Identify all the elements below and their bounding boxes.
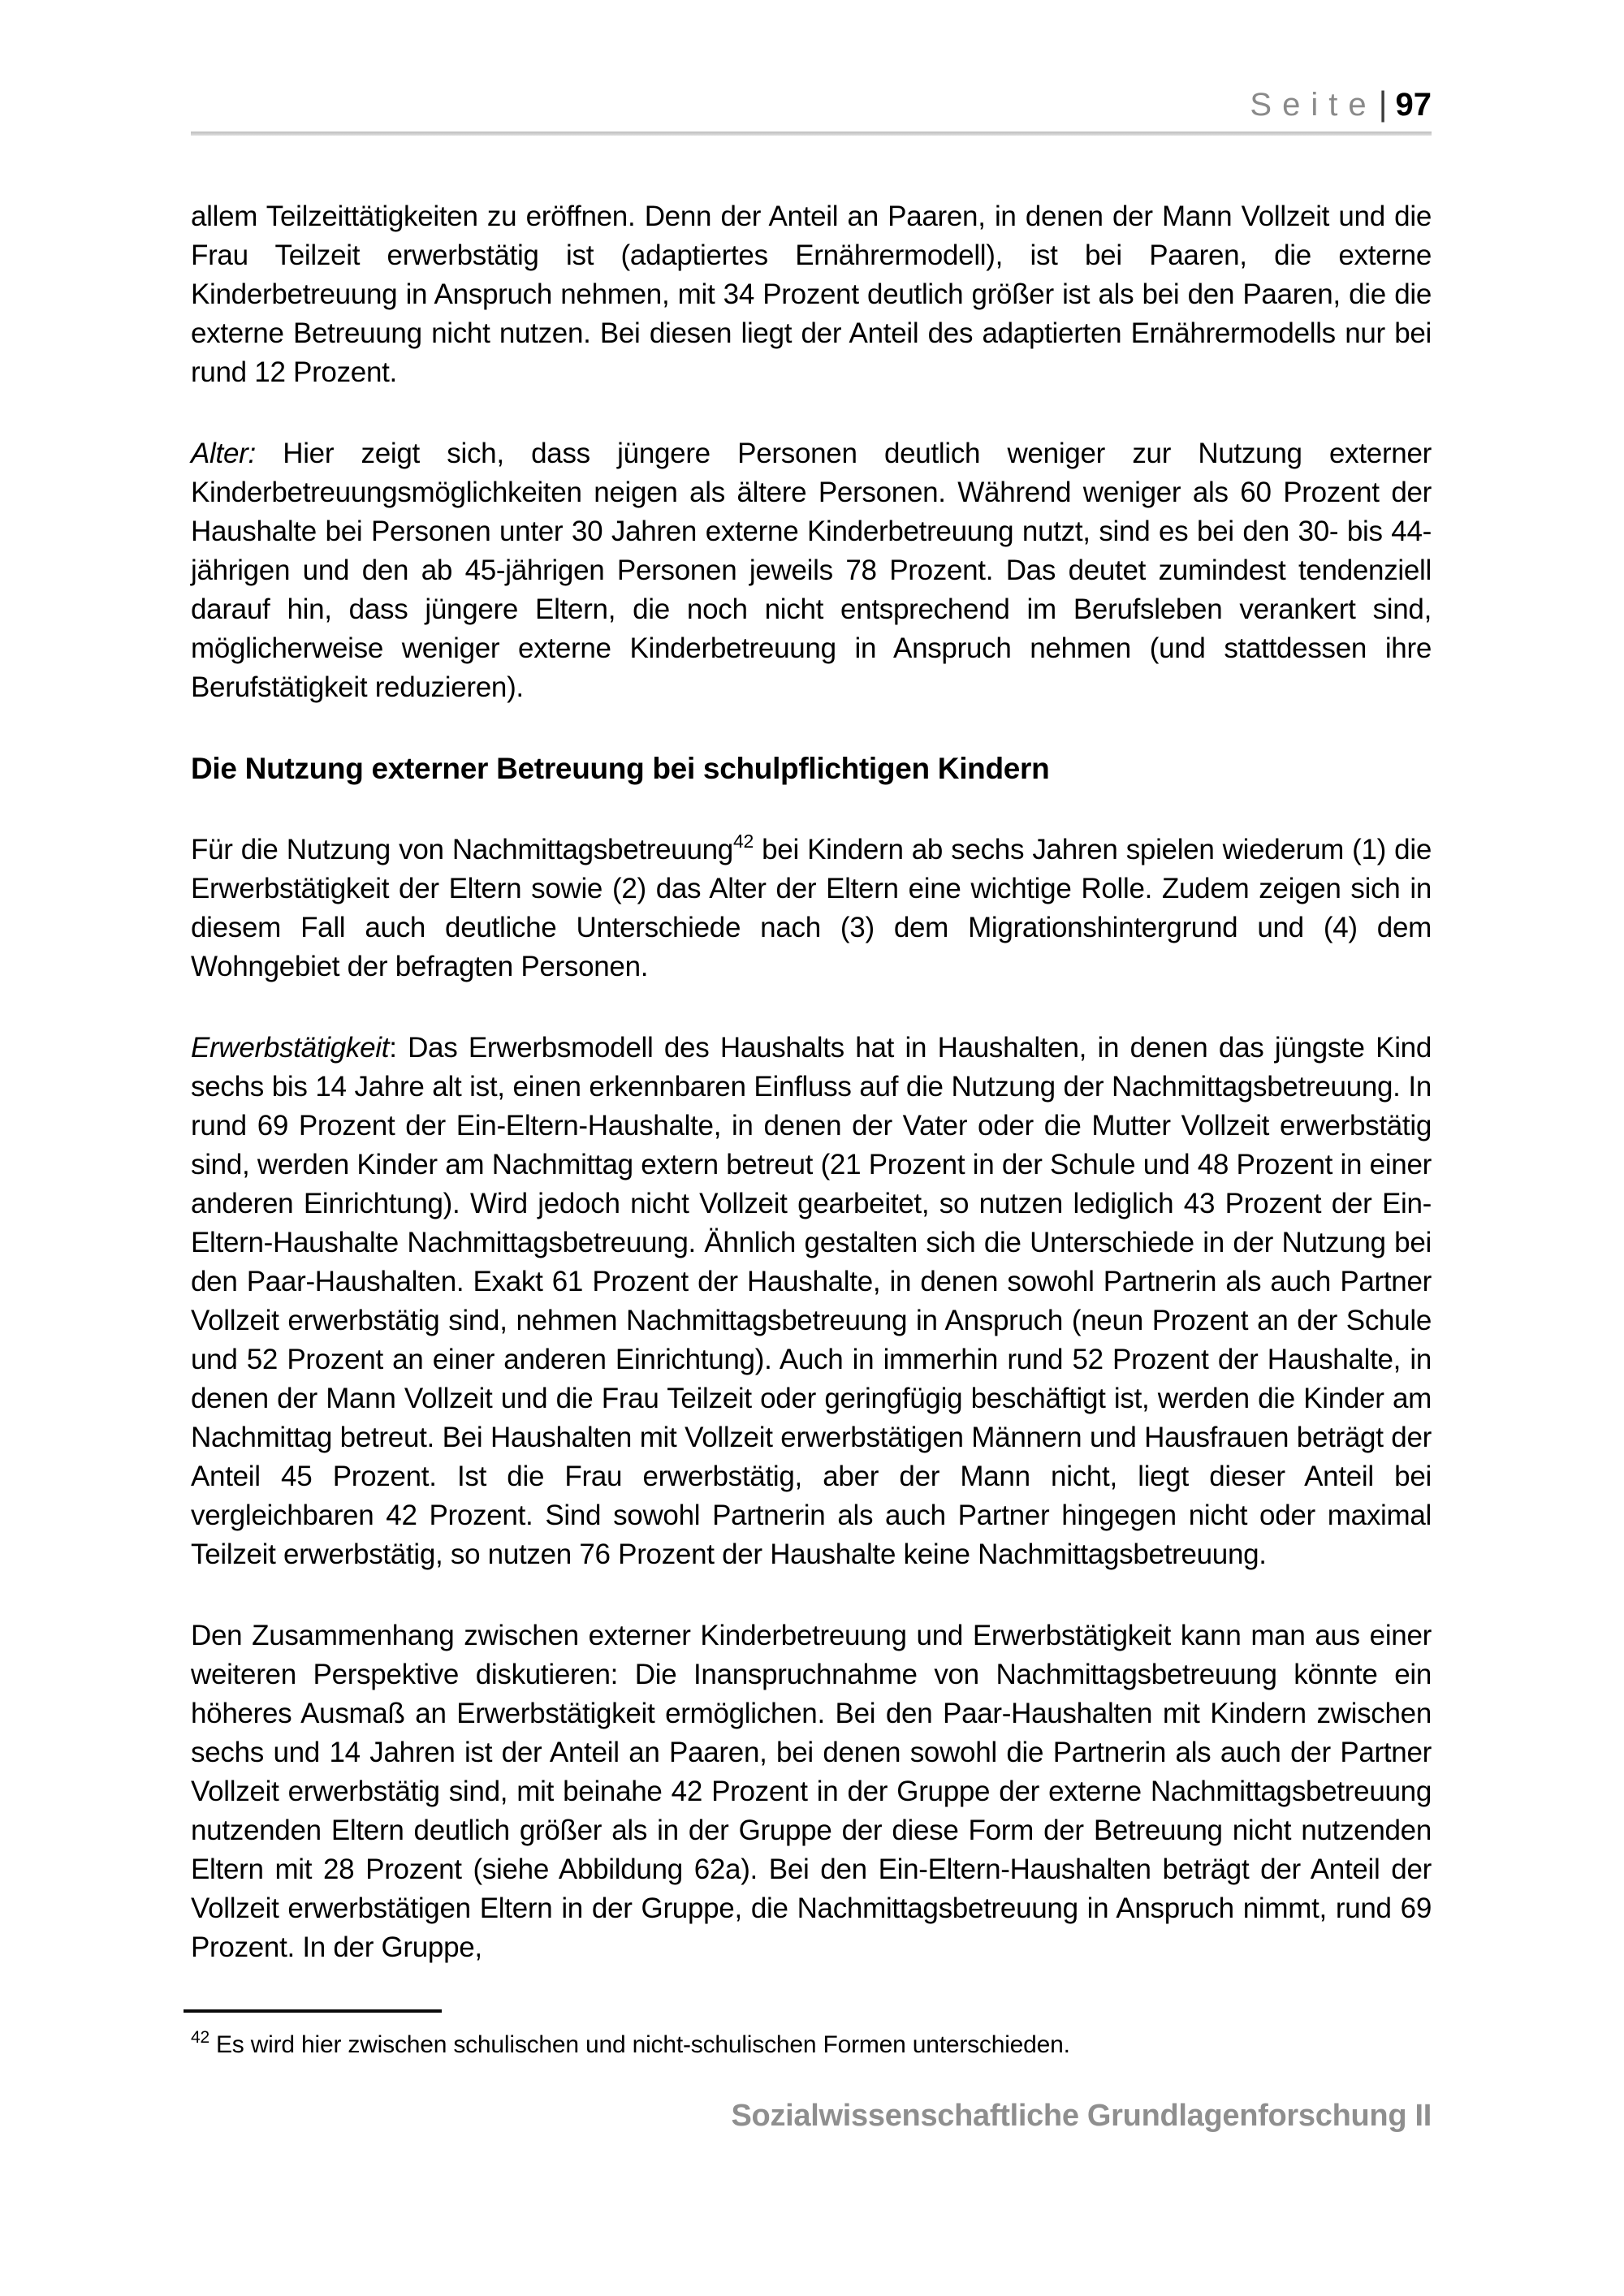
footer-text: Sozialwissenschaftliche Grundlagenforschung II — [731, 2099, 1432, 2133]
footnote-rule — [184, 2009, 442, 2013]
footnote-block — [191, 2009, 1432, 2061]
header-page-number: 97 — [1395, 87, 1432, 123]
paragraph-2 — [191, 434, 1432, 707]
body-text — [191, 197, 1432, 1967]
paragraph-2-text: Hier zeigt sich, dass jüngere Personen deutlich weniger zur Nutzung externer Kinderbetreuungsmöglichkeiten neigen als ältere Personen. Während weniger als 60 Prozent der Haushalte bei Personen unter 30 Jahren externe Kinderbetreuung nutzt, sind es bei den 30- bis 44-jährigen und den ab 45-jährigen Personen jeweils 78 Prozent. Das deutet zumindest tendenziell darauf hin, dass jüngere Eltern, die noch nicht entsprechend im Berufsleben verankert sind, möglicherweise weniger externe Kinderbetreuung in Anspruch nehmen (und stattdessen ihre Berufstätigkeit reduzieren). — [191, 438, 1432, 703]
footnote-number: 42 — [191, 2028, 209, 2047]
footnote-text: Es wird hier zwischen schulischen und nicht-schulischen Formen unterschieden. — [215, 2031, 1070, 2058]
paragraph-1 — [191, 197, 1432, 392]
paragraph-5-text: Den Zusammenhang zwischen externer Kinderbetreuung und Erwerbstätigkeit kann man aus einer weiteren Perspektive diskutieren: Die Inanspruchnahme von Nachmittagsbetreuung könnte ein höheres Ausmaß an Erwerbstätigkeit ermöglichen. Bei den Paar-Haushalten mit Kindern zwischen sechs und 14 Jahren ist der Anteil an Paaren, bei denen sowohl die Partnerin als auch der Partner Vollzeit erwerbstätig sind, mit beinahe 42 Prozent in der Gruppe der externe Nachmittagsbetreuung nutzenden Eltern deutlich größer als in der Gruppe der diese Form der Betreuung nicht nutzenden Eltern mit 28 Prozent (siehe Abbildung 62a). Bei den Ein-Eltern-Haushalten beträgt der Anteil der Vollzeit erwerbstätigen Eltern in der Gruppe, die Nachmittagsbetreuung in Anspruch nimmt, rund 69 Prozent. In der Gruppe, — [191, 1620, 1432, 1963]
paragraph-4-text: : Das Erwerbsmodell des Haushalts hat in Haushalten, in denen das jüngste Kind sechs bis 14 Jahre alt ist, einen erkennbaren Einfluss auf die Nutzung der Nachmittagsbetreuung. In rund 69 Prozent der Ein-Eltern-Haushalte, in denen der Vater oder die Mutter Vollzeit erwerbstätig sind, werden Kinder am Nachmittag extern betreut (21 Prozent in der Schule und 48 Prozent in einer anderen Einrichtung). Wird jedoch nicht Vollzeit gearbeitet, so nutzen lediglich 43 Prozent der Ein-Eltern-Haushalte Nachmittagsbetreuung. Ähnlich gestalten sich die Unterschiede in der Nutzung bei den Paar-Haushalten. Exakt 61 Prozent der Haushalte, in denen sowohl Partnerin als auch Partner Vollzeit erwerbstätig sind, nehmen Nachmittagsbetreuung in Anspruch (neun Prozent an der Schule und 52 Prozent an einer anderen Einrichtung). Auch in immerhin rund 52 Prozent der Haushalte, in denen der Mann Vollzeit und die Frau Teilzeit oder geringfügig beschäftigt ist, werden die Kinder am Nachmittag betreut. Bei Haushalten mit Vollzeit erwerbstätigen Männern und Hausfrauen beträgt der Anteil 45 Prozent. Ist die Frau erwerbstätig, aber der Mann nicht, liegt dieser Anteil bei vergleichbaren 42 Prozent. Sind sowohl Partnerin als auch Partner hingegen nicht oder maximal Teilzeit erwerbstätig, so nutzen 76 Prozent der Haushalte keine Nachmittagsbetreuung. — [191, 1032, 1432, 1570]
header-section-label: Seite — [1250, 87, 1377, 123]
page-footer — [191, 2099, 1432, 2134]
paragraph-3-text-after: bei Kindern ab sechs Jahren spielen wiederum (1) die Erwerbstätigkeit der Eltern sowie (2) das Alter der Eltern eine wichtige Rolle. Zudem zeigen sich in diesem Fall auch deutliche Unterschiede nach (3) dem Migrationshintergrund und (4) dem Wohngebiet der befragten Personen. — [191, 834, 1432, 982]
paragraph-4-lead: Erwerbstätigkeit — [191, 1032, 390, 1064]
footnote — [191, 2029, 1432, 2061]
page-header — [191, 84, 1432, 122]
header-separator: | — [1378, 84, 1388, 123]
footnote-reference-42: 42 — [732, 831, 754, 852]
header-rule — [191, 132, 1432, 136]
paragraph-3 — [191, 831, 1432, 986]
paragraph-4 — [191, 1029, 1432, 1574]
paragraph-1-text: allem Teilzeittätigkeiten zu eröffnen. Denn der Anteil an Paaren, in denen der Mann Vollzeit und die Frau Teilzeit erwerbstätig ist (adaptiertes Ernährermodell), ist bei Paaren, die externe Kinderbetreuung in Anspruch nehmen, mit 34 Prozent deutlich größer ist als bei den Paaren, die die externe Betreuung nicht nutzen. Bei diesen liegt der Anteil des adaptierten Ernährermodells nur bei rund 12 Prozent. — [191, 201, 1432, 388]
paragraph-5 — [191, 1616, 1432, 1967]
paragraph-2-lead: Alter: — [191, 438, 256, 469]
section-heading: Die Nutzung externer Betreuung bei schulpflichtigen Kindern — [191, 752, 1050, 785]
paragraph-3-text-before: Für die Nutzung von Nachmittagsbetreuung — [191, 834, 733, 865]
